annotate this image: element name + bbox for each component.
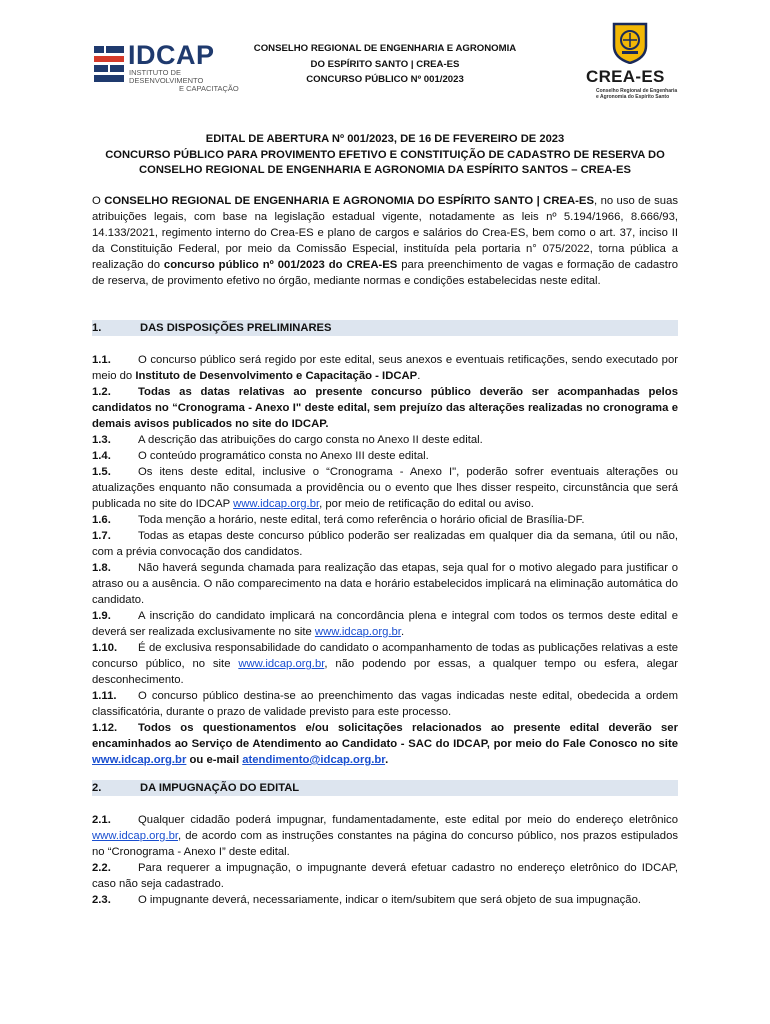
idcap-emblem-icon xyxy=(92,42,128,88)
item-text: , não podendo por essas, a qualquer tempo ou esfera, alegar desconhecimento. xyxy=(92,658,679,686)
item-text: O impugnante deverá, necessariamente, indicar o item/subitem que será objeto de sua impugnação. xyxy=(138,894,642,906)
section-number: 2. xyxy=(92,782,102,794)
item-text: Não haverá segunda chamada para realização das etapas, seja qual for o motivo alegado para justificar o atraso ou a ausência. O não comparecimento na data e horário estabelecidos implicará na eliminação automática do candidato. xyxy=(92,562,678,606)
idcap-website-link[interactable]: www.idcap.org.br xyxy=(92,830,179,842)
item-text: ou e-mail xyxy=(186,754,243,766)
intro-bold-text: concurso público nº 001/2023 do CREA-ES xyxy=(163,259,398,271)
header-line: CONCURSO PÚBLICO Nº 001/2023 xyxy=(306,74,464,85)
item-text: Toda menção a horário, neste edital, terá como referência o horário oficial de Brasília-DF. xyxy=(138,514,585,526)
item-number: 1.5. xyxy=(92,466,111,478)
item-text: O concurso público será regido por este edital, seus anexos e eventuais retificações, sendo executado por meio do xyxy=(92,354,678,382)
item-text: . xyxy=(417,370,421,382)
item-text: A descrição das atribuições do cargo consta no Anexo II deste edital. xyxy=(138,434,483,446)
item-number: 1.6. xyxy=(92,514,111,526)
item-1-12 xyxy=(92,720,678,768)
idcap-website-link[interactable]: www.idcap.org.br xyxy=(314,626,401,638)
idcap-website-link[interactable]: www.idcap.org.br xyxy=(92,754,187,766)
item-2-3 xyxy=(92,892,678,908)
item-number: 1.2. xyxy=(92,386,111,398)
item-number: 1.3. xyxy=(92,434,111,446)
item-text: Todas as datas relativas ao presente concurso público deverão ser acompanhadas pelos candidatos no “Cronograma - Anexo I" deste edital, sem prejuízo das alterações realizadas no cronograma e demais avisos publicados no site do IDCAP. xyxy=(92,386,678,430)
idcap-logo-subtitle xyxy=(129,69,239,93)
crea-emblem-icon xyxy=(610,22,650,64)
item-bold-text: Instituto de Desenvolvimento e Capacitação - IDCAP xyxy=(135,370,418,382)
item-text: . xyxy=(385,754,389,766)
item-number: 2.1. xyxy=(92,814,111,826)
crea-es-logo xyxy=(578,22,682,104)
item-1-7 xyxy=(92,528,678,560)
item-1-9 xyxy=(92,608,678,640)
item-1-6 xyxy=(92,512,678,528)
intro-paragraph xyxy=(92,193,678,289)
item-text: Os itens deste edital, inclusive o “Cronograma - Anexo I", poderão sofrer eventuais alterações ou atualizações enquanto não consumada a providência ou o evento que lhes disser respeito, circunstância que será publicada no site do IDCAP xyxy=(92,466,678,510)
header-line: CONSELHO REGIONAL DE ENGENHARIA E AGRONOMIA xyxy=(253,43,517,54)
item-text: Todas as etapas deste concurso público poderão ser realizadas em qualquer dia da semana, útil ou não, com a prévia convocação dos candidatos. xyxy=(92,530,678,558)
idcap-logo xyxy=(92,40,239,93)
section-heading-2 xyxy=(92,780,678,796)
item-number: 1.8. xyxy=(92,562,111,574)
item-text: Todos os questionamentos e/ou solicitações relacionados ao presente edital deverão ser encaminhados ao Serviço de Atendimento ao Candidato - SAC do IDCAP, por meio do Fale Conosco no site xyxy=(92,722,678,750)
item-number: 1.11. xyxy=(92,690,117,702)
crea-logo-subtitle xyxy=(596,88,677,100)
header-line: DO ESPÍRITO SANTO | CREA-ES xyxy=(310,58,460,70)
section-title: DA IMPUGNAÇÃO DO EDITAL xyxy=(140,782,300,794)
intro-text: para preenchimento de vagas e formação de cadastro de reserva, de provimento efetivo no órgão, mediante normas e condições estabelecidas neste edital. xyxy=(92,259,678,287)
section-title: DAS DISPOSIÇÕES PRELIMINARES xyxy=(140,322,332,334)
item-text: . xyxy=(400,626,405,638)
item-number: 1.7. xyxy=(92,530,111,542)
crea-logo-sub-line: e Agronomia do Espírito Santo xyxy=(596,94,670,100)
item-number: 2.3. xyxy=(92,894,111,906)
item-text: A inscrição do candidato implicará na concordância plena e integral com todos os termos deste edital e deverá ser realizada exclusivamente no site xyxy=(92,610,678,638)
crea-logo-text: CREA-ES xyxy=(586,67,665,86)
section-2-body xyxy=(92,812,678,908)
intro-bold-text: CONSELHO REGIONAL DE ENGENHARIA E AGRONOMIA DO ESPÍRITO SANTO | CREA-ES xyxy=(104,195,595,207)
sac-email-link[interactable]: atendimento@idcap.org.br xyxy=(242,754,386,766)
title-line: CONCURSO PÚBLICO PARA PROVIMENTO EFETIVO E CONSTITUIÇÃO DE CADASTRO DE RESERVA DO xyxy=(105,148,665,161)
item-1-4 xyxy=(92,448,678,464)
item-number: 2.2. xyxy=(92,862,111,874)
item-1-5 xyxy=(92,464,678,512)
item-text: O conteúdo programático consta no Anexo III deste edital. xyxy=(138,450,429,462)
title-line: EDITAL DE ABERTURA Nº 001/2023, DE 16 DE FEVEREIRO DE 2023 xyxy=(205,133,565,145)
item-text: Qualquer cidadão poderá impugnar, fundamentadamente, este edital por meio do endereço eletrônico xyxy=(138,814,678,826)
idcap-logo-text: IDCAP xyxy=(128,40,215,70)
item-1-2 xyxy=(92,384,678,432)
intro-text: O xyxy=(92,195,105,207)
item-2-2 xyxy=(92,860,678,892)
idcap-logo-sub-line: E CAPACITAÇÃO xyxy=(179,84,239,93)
idcap-logo-sub-line: INSTITUTO DE DESENVOLVIMENTO xyxy=(129,68,204,85)
item-1-8 xyxy=(92,560,678,608)
item-1-10 xyxy=(92,640,678,688)
item-1-3 xyxy=(92,432,678,448)
intro-text: , no uso de suas atribuições legais, com base na legislação estadual vigente, notadamente as leis nº 5.194/1966, 8.666/93, 14.133/2021, regimento interno do Crea-ES e plano de cargos e salários do Crea-ES, bem como o art. 37, inciso II da Constituição Federal, por meio da Comissão Especial, instituída pela portaria n° 075/2022, torna pública a realização do xyxy=(92,195,678,271)
item-number: 1.4. xyxy=(92,450,111,462)
idcap-website-link[interactable]: www.idcap.org.br xyxy=(233,498,320,510)
item-number: 1.9. xyxy=(92,610,111,622)
item-1-11 xyxy=(92,688,678,720)
item-1-1 xyxy=(92,352,678,384)
title-line: CONSELHO REGIONAL DE ENGENHARIA E AGRONOMIA DA ESPÍRITO SANTOS – CREA-ES xyxy=(139,164,631,176)
item-text: Para requerer a impugnação, o impugnante deverá efetuar cadastro no endereço eletrônico do IDCAP, caso não seja cadastrado. xyxy=(92,862,678,890)
section-1-body xyxy=(92,352,678,768)
section-number: 1. xyxy=(92,322,102,334)
edital-title xyxy=(92,132,678,179)
item-text: É de exclusiva responsabilidade do candidato o acompanhamento de todas as publicações relativas a este concurso público, no site xyxy=(92,642,678,670)
item-number: 1.12. xyxy=(92,722,118,734)
item-text: , de acordo com as instruções constantes na página do concurso público, nos prazos estipulados no “Cronograma - Anexo I” deste edital. xyxy=(92,830,678,858)
section-heading-1 xyxy=(92,320,678,336)
idcap-website-link[interactable]: www.idcap.org.br xyxy=(238,658,325,670)
item-text: , por meio de retificação do edital ou aviso. xyxy=(319,498,534,510)
item-number: 1.1. xyxy=(92,354,111,366)
crea-logo-sub-line: Conselho Regional de Engenharia xyxy=(596,88,678,94)
item-2-1 xyxy=(92,812,678,860)
header-organization xyxy=(240,41,530,88)
item-number: 1.10. xyxy=(92,642,118,654)
item-text: O concurso público destina-se ao preenchimento das vagas indicadas neste edital, obedecida a ordem classificatória, durante o prazo de validade previsto para este processo. xyxy=(92,690,678,718)
